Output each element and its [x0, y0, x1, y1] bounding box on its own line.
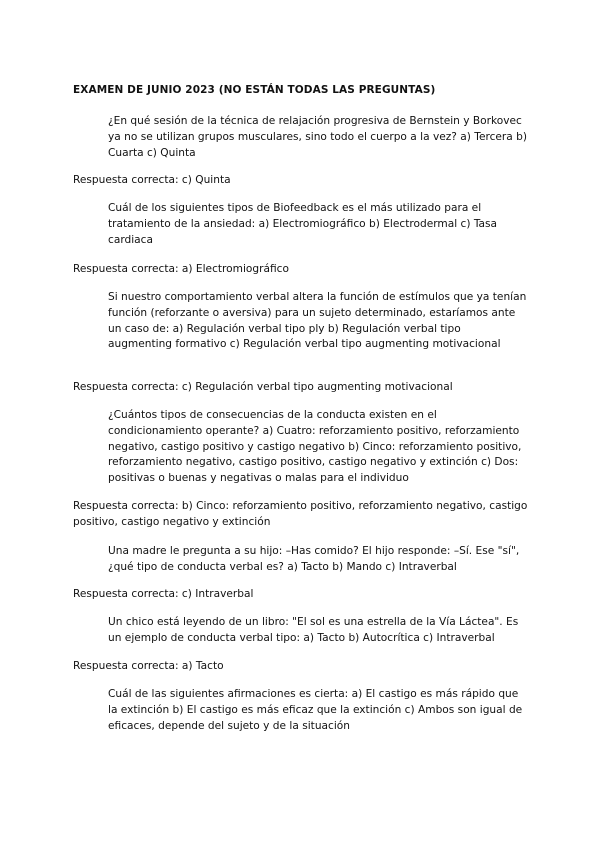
- question-3: Si nuestro comportamiento verbal altera la función de estímulos que ya tenían función (reforzante o aversiva) para un sujeto determinado, estaríamos ante un caso de: a) Regulación verbal tipo ply b) Regulación verbal tipo augmenting formativo c) Regulación verbal tipo augmenting motivacional: [108, 291, 527, 351]
- question-4: ¿Cuántos tipos de consecuencias de la conducta existen en el condicionamiento operante? a) Cuatro: reforzamiento positivo, reforzamiento negativo, castigo positivo y castigo negativo b) Cinco: reforzamiento positivo, reforzamiento negativo, castigo positivo, castigo negativo y extinción c) Dos: positivas o buenas y negativas o malas para el individuo: [108, 409, 522, 485]
- answer-3: Respuesta correcta: c) Regulación verbal tipo augmenting motivacional: [73, 381, 453, 393]
- answer-4: Respuesta correcta: b) Cinco: reforzamiento positivo, reforzamiento negativo, castigo positivo, castigo negativo y extinción: [73, 500, 528, 528]
- question-7: Cuál de las siguientes afirmaciones es cierta: a) El castigo es más rápido que la extinción b) El castigo es más eficaz que la extinción c) Ambos son igual de eficaces, depende del sujeto y de la situación: [108, 688, 523, 732]
- question-1: ¿En qué sesión de la técnica de relajación progresiva de Bernstein y Borkovec ya no se utilizan grupos musculares, sino todo el cuerpo a la vez? a) Tercera b) Cuarta c) Quinta: [108, 115, 528, 159]
- question-5: Una madre le pregunta a su hijo: –Has comido? El hijo responde: –Sí. Ese "sí", ¿qué tipo de conducta verbal es? a) Tacto b) Mando c) Intraverbal: [108, 545, 520, 573]
- answer-1: Respuesta correcta: c) Quinta: [73, 174, 231, 186]
- question-6: Un chico está leyendo de un libro: "El sol es una estrella de la Vía Láctea". Es un ejemplo de conducta verbal tipo: a) Tacto b) Autocrítica c) Intraverbal: [108, 616, 519, 644]
- question-2: Cuál de los siguientes tipos de Biofeedback es el más utilizado para el tratamiento de la ansiedad: a) Electromiográfico b) Electrodermal c) Tasa cardiaca: [108, 202, 498, 246]
- answer-5: Respuesta correcta: c) Intraverbal: [73, 588, 254, 600]
- page-title: EXAMEN DE JUNIO 2023 (NO ESTÁN TODAS LAS PREGUNTAS): [73, 84, 436, 96]
- answer-6: Respuesta correcta: a) Tacto: [73, 660, 224, 672]
- answer-2: Respuesta correcta: a) Electromiográfico: [73, 263, 289, 275]
